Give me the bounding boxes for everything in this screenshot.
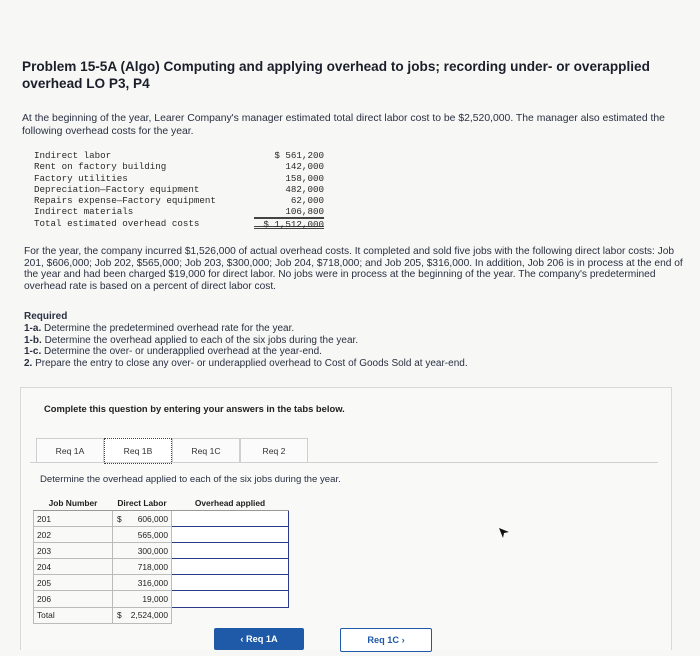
required-text: Determine the over- or underapplied overhead at the year-end. [44, 346, 322, 358]
table-row [34, 575, 289, 591]
overhead-cost-list [34, 150, 324, 229]
required-item [24, 358, 684, 370]
cost-amount: 482,000 [285, 183, 324, 195]
required-item [24, 346, 684, 358]
chevron-left-icon: ‹ [240, 634, 246, 644]
next-req-button[interactable] [340, 628, 432, 652]
header-job-number: Job Number [34, 496, 113, 511]
tab-req-1a[interactable]: Req 1A [36, 438, 104, 463]
direct-labor-value: 316,000 [137, 577, 168, 588]
overhead-total-blank [172, 607, 289, 623]
cost-amount: 158,000 [285, 172, 324, 184]
direct-labor [113, 559, 172, 575]
table-row [34, 527, 289, 543]
job-number: 201 [34, 511, 113, 527]
job-number: 203 [34, 543, 113, 559]
dollar-sign: $ [117, 610, 122, 621]
direct-labor-value: 718,000 [137, 561, 168, 572]
problem-paragraph: For the year, the company incurred $1,526,000 of actual overhead costs. It completed and sold five jobs with the following direct labor costs: Job 201, $606,000; Job 202, $565,000; Job 203, $300,000; Job 204, $718,000; and Job 205, $316,000. In addition, Job 206 is in process at the end of the year and had been charged $19,000 for direct labor. No jobs were in process at the beginning of the year. The company's predetermined overhead rate is based on a percent of direct labor cost. [24, 246, 683, 292]
overhead-applied-input[interactable] [172, 527, 289, 543]
job-number: 205 [34, 575, 113, 591]
cost-row [34, 173, 324, 184]
cost-amount: 142,000 [285, 161, 324, 173]
overhead-applied-input[interactable] [172, 511, 289, 527]
job-number: 204 [34, 559, 113, 575]
direct-labor-value: 565,000 [137, 529, 168, 540]
job-number: 206 [34, 591, 113, 607]
required-section [24, 311, 684, 370]
cost-amount: $ 561,200 [274, 150, 324, 161]
table-row [34, 511, 289, 527]
direct-labor-value: 19,000 [142, 594, 168, 605]
direct-labor [113, 527, 172, 543]
direct-labor [113, 543, 172, 559]
direct-labor-total-value: 2,524,000 [130, 610, 168, 621]
table-total-row [34, 607, 289, 623]
required-item [24, 323, 684, 335]
table-header-row [34, 496, 289, 511]
direct-labor [113, 511, 172, 527]
prev-req-label: Req 1A [245, 634, 278, 644]
cost-row [34, 161, 324, 172]
tab-req-1c[interactable]: Req 1C [172, 438, 240, 463]
cost-label: Factory utilities [34, 172, 128, 184]
cost-row [34, 150, 324, 161]
cost-total-amount: $ 1,512,000 [254, 218, 324, 229]
table-row [34, 543, 289, 559]
cost-row [34, 184, 324, 195]
next-req-label: Req 1C [367, 635, 400, 645]
overhead-applied-input[interactable] [172, 575, 289, 591]
total-label: Total [34, 607, 113, 623]
overhead-applied-input[interactable] [172, 591, 289, 607]
job-number: 202 [34, 527, 113, 543]
mouse-cursor-icon [498, 527, 510, 539]
cost-label: Rent on factory building [34, 161, 167, 173]
overhead-applied-input[interactable] [172, 559, 289, 575]
required-num: 1-b. [24, 334, 42, 346]
required-heading: Required [24, 311, 68, 322]
cost-amount: 62,000 [290, 195, 324, 207]
cost-total-row [34, 218, 324, 229]
chevron-right-icon: › [399, 635, 405, 645]
dollar-sign: $ [117, 513, 122, 524]
complete-instructions: Complete this question by entering your answers in the tabs below. [44, 403, 345, 414]
cost-row [34, 206, 324, 217]
required-num: 1-c. [24, 346, 42, 358]
header-direct-labor: Direct Labor [113, 496, 172, 511]
cost-label: Indirect materials [34, 206, 134, 218]
required-text: Determine the predetermined overhead rate for the year. [44, 322, 295, 334]
direct-labor [113, 591, 172, 607]
cost-total-label: Total estimated overhead costs [34, 217, 200, 229]
prev-req-button[interactable] [214, 628, 304, 650]
required-num: 2. [24, 358, 33, 370]
direct-labor-total [113, 607, 172, 623]
problem-title: Problem 15-5A (Algo) Computing and applying overhead to jobs; recording under- or overapplied overhead LO P3, P4 [22, 59, 650, 91]
overhead-applied-input[interactable] [172, 543, 289, 559]
cost-row [34, 195, 324, 206]
direct-labor [113, 575, 172, 591]
required-text: Prepare the entry to close any over- or underapplied overhead to Cost of Goods Sold at year-end. [35, 358, 468, 370]
table-row [34, 559, 289, 575]
direct-labor-value: 606,000 [137, 513, 168, 524]
cost-amount: 106,800 [254, 206, 324, 217]
header-overhead-applied: Overhead applied [172, 496, 289, 511]
required-num: 1-a. [24, 322, 42, 334]
req-tabs [36, 438, 308, 464]
cost-label: Indirect labor [34, 150, 112, 161]
overhead-table [33, 496, 289, 624]
direct-labor-value: 300,000 [137, 545, 168, 556]
determine-instruction: Determine the overhead applied to each of the six jobs during the year. [40, 474, 341, 485]
required-item [24, 335, 684, 347]
tab-req-2[interactable]: Req 2 [240, 438, 308, 463]
tab-req-1b[interactable]: Req 1B [104, 438, 172, 464]
cost-label: Depreciation—Factory equipment [34, 183, 200, 195]
problem-intro: At the beginning of the year, Learer Company's manager estimated total direct labor cost to be $2,520,000. The manager also estimated the following overhead costs for the year. [22, 113, 665, 137]
cost-label: Repairs expense—Factory equipment [34, 195, 216, 207]
table-row [34, 591, 289, 607]
required-text: Determine the overhead applied to each of the six jobs during the year. [44, 334, 359, 346]
